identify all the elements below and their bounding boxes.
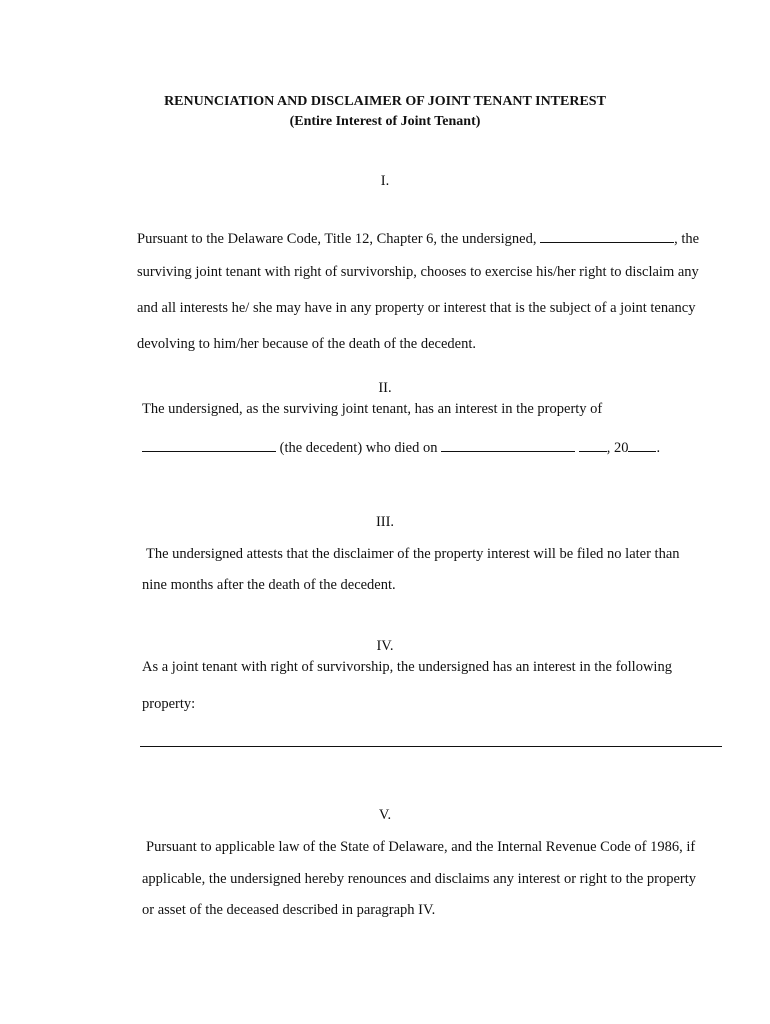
section-ii-line-1: The undersigned, as the surviving joint tenant, has an interest in the property of (142, 401, 603, 417)
document-title: RENUNCIATION AND DISCLAIMER OF JOINT TENANT INTEREST (164, 94, 606, 109)
death-date-blank[interactable] (441, 438, 575, 452)
death-year-blank[interactable] (628, 438, 656, 452)
section-ii-text-c: . (656, 440, 661, 456)
section-iv-line-1: As a joint tenant with right of survivorship, the undersigned has an interest in the following (142, 659, 672, 675)
section-i-line-1 (137, 229, 699, 248)
section-v-line-2: applicable, the undersigned hereby renounces and disclaims any interest or right to the property (142, 871, 697, 887)
death-day-blank[interactable] (579, 438, 607, 452)
section-v-line-1: Pursuant to applicable law of the State of Delaware, and the Internal Revenue Code of 1986, if (146, 839, 696, 855)
section-iv-line-2: property: (142, 696, 196, 712)
section-numeral-iii: III. (375, 514, 395, 530)
document-subtitle: (Entire Interest of Joint Tenant) (289, 114, 481, 129)
section-numeral-v: V. (378, 807, 392, 823)
section-i-line-4: devolving to him/her because of the death of the decedent. (137, 336, 477, 352)
section-ii-line-2 (142, 438, 660, 457)
undersigned-name-blank[interactable] (540, 229, 674, 243)
section-numeral-iv: IV. (376, 638, 394, 654)
section-numeral-ii: II. (378, 380, 392, 396)
section-v-line-3: or asset of the deceased described in paragraph IV. (142, 902, 436, 918)
section-ii-text-a: (the decedent) who died on (279, 440, 438, 456)
section-numeral-i: I. (380, 173, 390, 189)
decedent-name-blank[interactable] (142, 438, 276, 452)
section-i-text-a: Pursuant to the Delaware Code, Title 12, Chapter 6, the undersigned, (137, 231, 537, 247)
section-ii-text-b: , 20 (606, 440, 629, 456)
section-i-text-b: , the (674, 231, 700, 247)
property-description-line[interactable] (140, 746, 722, 747)
section-iii-line-1: The undersigned attests that the disclaimer of the property interest will be filed no later than (146, 546, 680, 562)
section-i-line-2: surviving joint tenant with right of survivorship, chooses to exercise his/her right to disclaim any (137, 264, 699, 280)
section-i-line-3: and all interests he/ she may have in any property or interest that is the subject of a joint tenancy (137, 300, 696, 316)
section-iii-line-2: nine months after the death of the decedent. (142, 577, 396, 593)
